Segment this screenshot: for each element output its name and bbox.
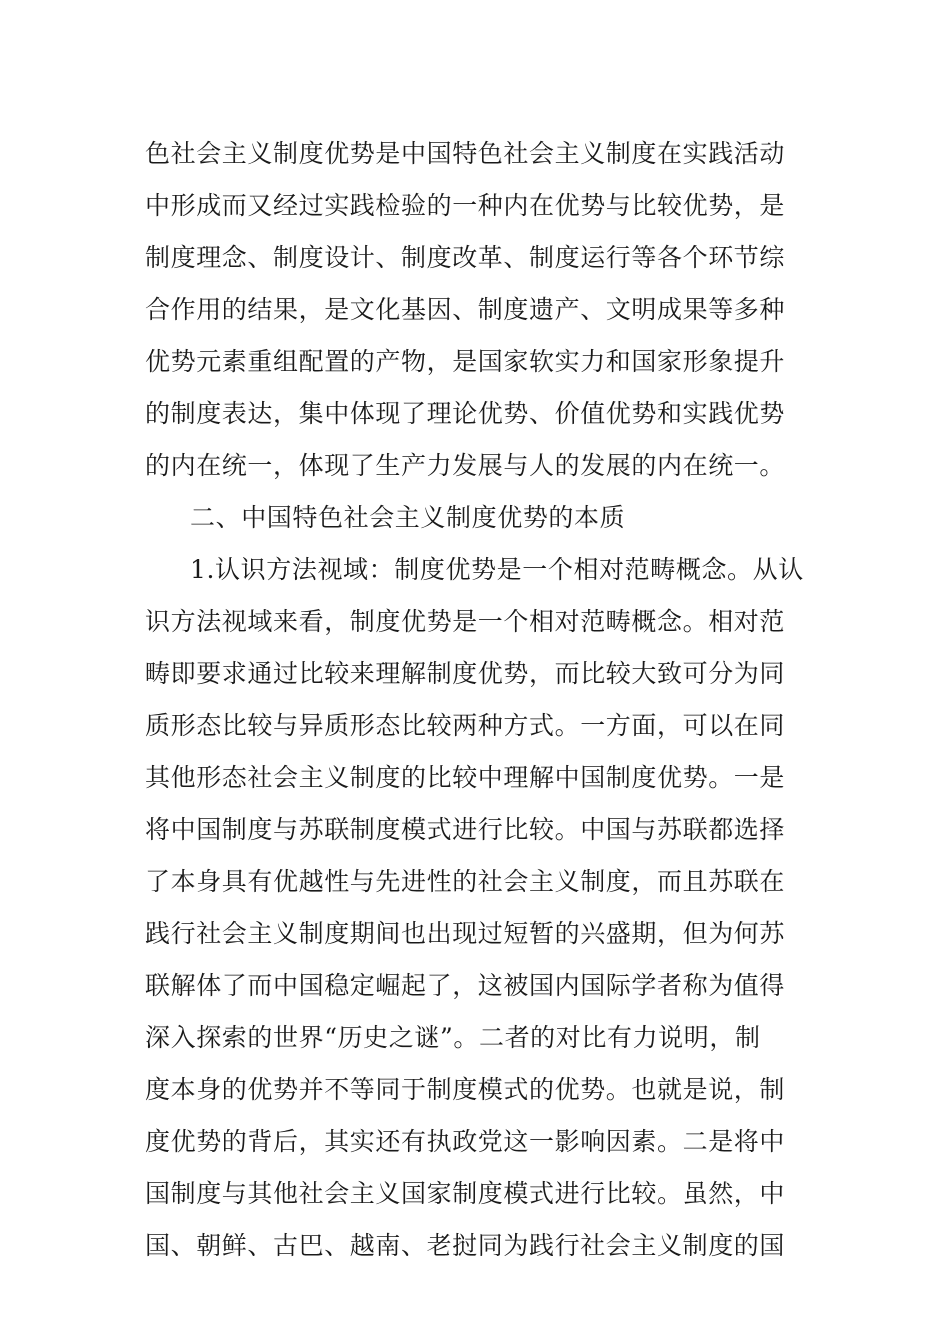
text-line: 制度理念、制度设计、制度改革、制度运行等各个环节综 <box>145 243 786 272</box>
subsection-heading: 1.认识方法视域：制度优势是一个相对范畴概念。从认 <box>190 555 804 584</box>
text-line: 合作用的结果，是文化基因、制度遗产、文明成果等多种 <box>145 295 786 324</box>
text-line: 国制度与其他社会主义国家制度模式进行比较。虽然，中 <box>145 1179 786 1208</box>
text-line: 中形成而又经过实践检验的一种内在优势与比较优势，是 <box>145 191 786 220</box>
section-heading: 二、中国特色社会主义制度优势的本质 <box>190 503 626 532</box>
text-line: 践行社会主义制度期间也出现过短暂的兴盛期，但为何苏 <box>145 919 786 948</box>
text-line: 质形态比较与异质形态比较两种方式。一方面，可以在同 <box>145 711 786 740</box>
text-line: 深入探索的世界“历史之谜”。二者的对比有力说明，制 <box>145 1023 761 1052</box>
text-line: 畴即要求通过比较来理解制度优势，而比较大致可分为同 <box>145 659 786 688</box>
text-line: 了本身具有优越性与先进性的社会主义制度，而且苏联在 <box>145 867 786 896</box>
text-line: 度本身的优势并不等同于制度模式的优势。也就是说，制 <box>145 1075 786 1104</box>
text-line: 的内在统一，体现了生产力发展与人的发展的内在统一。 <box>145 451 786 480</box>
text-line: 色社会主义制度优势是中国特色社会主义制度在实践活动 <box>145 139 786 168</box>
body-text <box>145 128 810 1272</box>
text-line: 的制度表达，集中体现了理论优势、价值优势和实践优势 <box>145 399 786 428</box>
text-line: 联解体了而中国稳定崛起了，这被国内国际学者称为值得 <box>145 971 786 1000</box>
text-line: 优势元素重组配置的产物，是国家软实力和国家形象提升 <box>145 347 786 376</box>
text-line: 国、朝鲜、古巴、越南、老挝同为践行社会主义制度的国 <box>145 1231 786 1260</box>
text-line: 其他形态社会主义制度的比较中理解中国制度优势。一是 <box>145 763 786 792</box>
text-line: 度优势的背后，其实还有执政党这一影响因素。二是将中 <box>145 1127 786 1156</box>
text-line: 将中国制度与苏联制度模式进行比较。中国与苏联都选择 <box>145 815 786 844</box>
text-line: 识方法视域来看，制度优势是一个相对范畴概念。相对范 <box>145 607 786 636</box>
